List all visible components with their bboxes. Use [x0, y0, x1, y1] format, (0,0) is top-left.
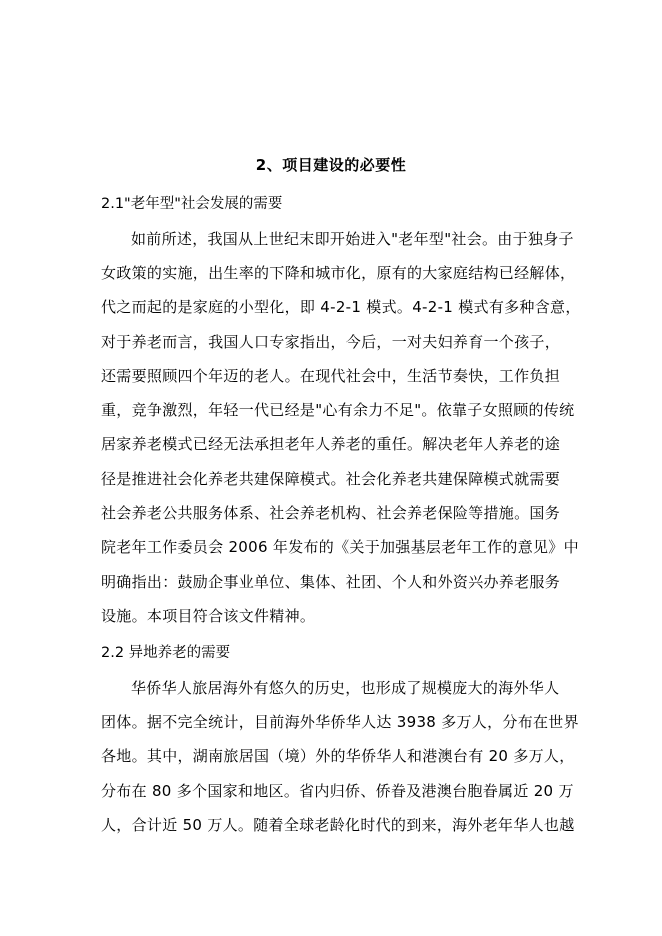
- paragraph-line: 团体。据不完全统计，目前海外华侨华人达 3938 多万人，分布在世界: [101, 713, 579, 731]
- paragraph-line: 代之而起的是家庭的小型化，即 4-2-1 模式。4-2-1 模式有多种含意，: [101, 298, 581, 316]
- section-title: 2、项目建设的必要性: [255, 156, 407, 174]
- paragraph-line: 女政策的实施，出生率的下降和城市化，原有的大家庭结构已经解体，: [101, 264, 576, 282]
- subsection-heading-2-2: 2.2 异地养老的需要: [101, 645, 231, 661]
- paragraph-line: 院老年工作委员会 2006 年发布的《关于加强基层老年工作的意见》中: [101, 538, 579, 556]
- paragraph-line: 如前所述，我国从上世纪末即开始进入"老年型"社会。由于独身子: [131, 230, 574, 248]
- paragraph-line: 人，合计近 50 万人。随着全球老龄化时代的到来，海外老年华人也越: [101, 816, 575, 834]
- paragraph-line: 华侨华人旅居海外有悠久的历史，也形成了规模庞大的海外华人: [131, 679, 560, 697]
- paragraph-line: 设施。本项目符合该文件精神。: [101, 607, 316, 625]
- paragraph-line: 各地。其中，湖南旅居国（境）外的华侨华人和港澳台有 20 多万人，: [101, 747, 575, 765]
- paragraph-line: 分布在 80 多个国家和地区。省内归侨、侨眷及港澳台胞眷属近 20 万: [101, 782, 574, 800]
- subsection-heading-2-1: 2.1"老年型"社会发展的需要: [101, 196, 283, 212]
- paragraph-line: 对于养老而言，我国人口专家指出，今后，一对夫妇养育一个孩子，: [101, 333, 561, 351]
- paragraph-line: 重，竞争激烈，年轻一代已经是"心有余力不足"。依靠子女照顾的传统: [101, 401, 575, 419]
- paragraph-line: 明确指出：鼓励企事业单位、集体、社团、个人和外资兴办养老服务: [101, 573, 561, 591]
- paragraph-line: 社会养老公共服务体系、社会养老机构、社会养老保险等措施。国务: [101, 504, 561, 522]
- paragraph-line: 还需要照顾四个年迈的老人。在现代社会中，生活节奏快，工作负担: [101, 367, 561, 385]
- paragraph-line: 径是推进社会化养老共建保障模式。社会化养老共建保障模式就需要: [101, 470, 561, 488]
- paragraph-line: 居家养老模式已经无法承担老年人养老的重任。解决老年人养老的途: [101, 435, 561, 453]
